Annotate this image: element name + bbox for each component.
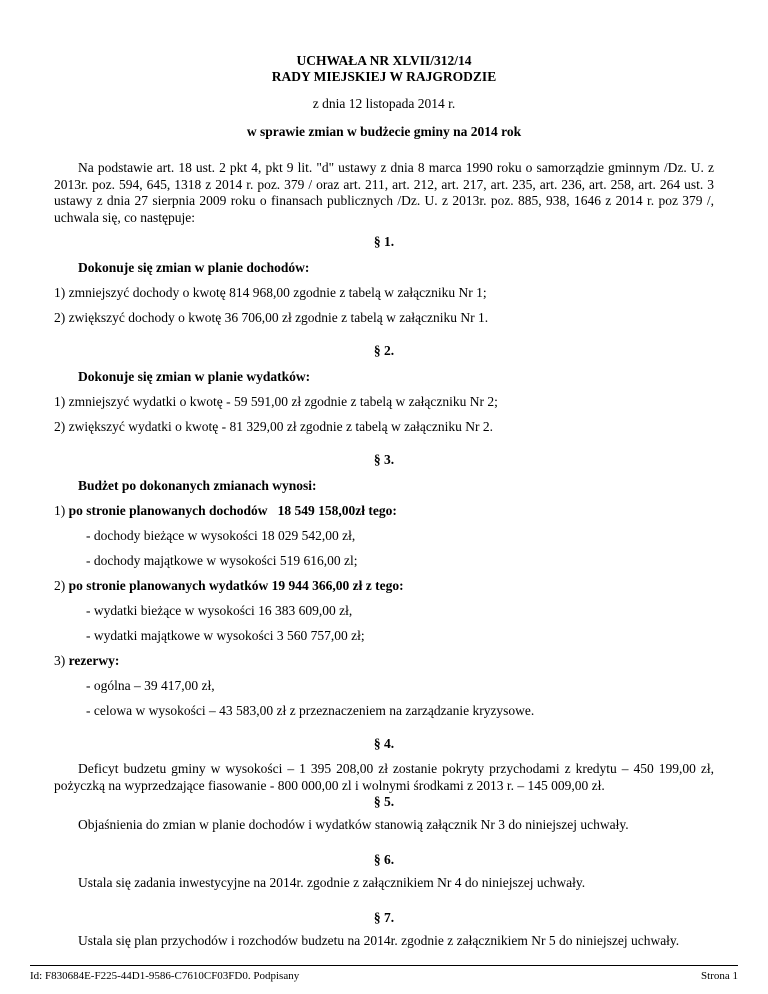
- section-3-item-2-text: po stronie planowanych wydatków 19 944 366,00 zł z tego:: [68, 578, 404, 593]
- section-3-item-2-sub-2: - wydatki majątkowe w wysokości 3 560 757,00 zł;: [86, 628, 365, 643]
- section-3-item-1: [54, 503, 397, 519]
- section-4-paragraph: Deficyt budzetu gminy w wysokości – 1 395 208,00 zł zostanie pokryty przychodami z kredytu – 450 199,00 zł, pożyczką na wyprzedzające fiasowanie - 800 000,00 zl i wolnymi środkami z 2013 r. – 145 009,00 zł.: [54, 761, 714, 793]
- section-5-paragraph: Objaśnienia do zmian w planie dochodów i wydatków stanowią załącznik Nr 3 do niniejszej uchwały.: [78, 817, 629, 832]
- section-3-item-2-sub-1: - wydatki bieżące w wysokości 16 383 609,00 zł,: [86, 603, 353, 618]
- resolution-title: UCHWAŁA NR XLVII/312/14: [296, 53, 472, 68]
- section-3-item-3-sub-1: - ogólna – 39 417,00 zł,: [86, 678, 215, 693]
- footer-rule: [30, 965, 738, 966]
- section-2-item-1: 1) zmniejszyć wydatki o kwotę - 59 591,00 zł zgodnie z tabelą w załączniku Nr 2;: [54, 394, 498, 409]
- section-6-mark: § 6.: [373, 852, 395, 867]
- section-3-mark: § 3.: [373, 452, 395, 467]
- section-3-item-1-sub-1: - dochody bieżące w wysokości 18 029 542,00 zł,: [86, 528, 356, 543]
- section-6-paragraph: Ustala się zadania inwestycyjne na 2014r. zgodnie z załącznikiem Nr 4 do niniejszej uchwały.: [78, 875, 586, 890]
- resolution-subject: w sprawie zmian w budżecie gminy na 2014 rok: [246, 124, 522, 139]
- section-1-item-2: 2) zwiększyć dochody o kwotę 36 706,00 zł zgodnie z tabelą w załączniku Nr 1.: [54, 310, 489, 325]
- section-3-item-1-number: 1): [54, 503, 66, 518]
- footer-document-id: Id: F830684E-F225-44D1-9586-C7610CF03FD0. Podpisany: [30, 970, 300, 982]
- section-3-item-1-sub-2: - dochody majątkowe w wysokości 519 616,00 zl;: [86, 553, 358, 568]
- section-3-item-3-number: 3): [54, 653, 66, 668]
- section-3-heading: Budżet po dokonanych zmianach wynosi:: [78, 478, 317, 493]
- section-7-paragraph: Ustala się plan przychodów i rozchodów budzetu na 2014r. zgodnie z załącznikiem Nr 5 do niniejszej uchwały.: [78, 933, 680, 948]
- section-1-item-1: 1) zmniejszyć dochody o kwotę 814 968,00 zgodnie z tabelą w załączniku Nr 1;: [54, 285, 487, 300]
- section-3-item-3: [54, 653, 119, 669]
- section-3-item-1-text: po stronie planowanych dochodów 18 549 158,00zł tego:: [68, 503, 397, 518]
- section-1-heading: Dokonuje się zmian w planie dochodów:: [78, 260, 310, 275]
- section-3-item-3-text: rezerwy:: [68, 653, 120, 668]
- section-4-mark: § 4.: [373, 736, 395, 751]
- section-1-mark: § 1.: [373, 234, 395, 249]
- section-3-item-2: [54, 578, 404, 594]
- section-3-item-3-sub-2: - celowa w wysokości – 43 583,00 zł z przeznaczeniem na zarządzanie kryzysowe.: [86, 703, 535, 718]
- section-3-item-2-number: 2): [54, 578, 66, 593]
- section-2-heading: Dokonuje się zmian w planie wydatków:: [78, 369, 311, 384]
- section-7-mark: § 7.: [373, 910, 395, 925]
- footer-page-number: Strona 1: [701, 970, 738, 982]
- section-5-mark: § 5.: [373, 794, 395, 809]
- resolution-date: z dnia 12 listopada 2014 r.: [312, 96, 456, 111]
- section-2-mark: § 2.: [373, 343, 395, 358]
- council-name: RADY MIEJSKIEJ W RAJGRODZIE: [271, 69, 497, 84]
- section-2-item-2: 2) zwiększyć wydatki o kwotę - 81 329,00 zł zgodnie z tabelą w załączniku Nr 2.: [54, 419, 493, 434]
- preamble-paragraph: Na podstawie art. 18 ust. 2 pkt 4, pkt 9 lit. "d" ustawy z dnia 8 marca 1990 roku o samorządzie gminnym /Dz. U. z 2013r. poz. 594, 645, 1318 z 2014 r. poz. 379 / oraz art. 211, art. 212, art. 217, art. 235, art. 236, art. 258, art. 264 ust. 3 ustawy z dnia 27 sierpnia 2009 roku o finansach publicznych /Dz. U. z 2013r. poz. 885, 938, 1646 z 2014 r. poz 379 /, uchwala się, co następuje:: [54, 160, 714, 225]
